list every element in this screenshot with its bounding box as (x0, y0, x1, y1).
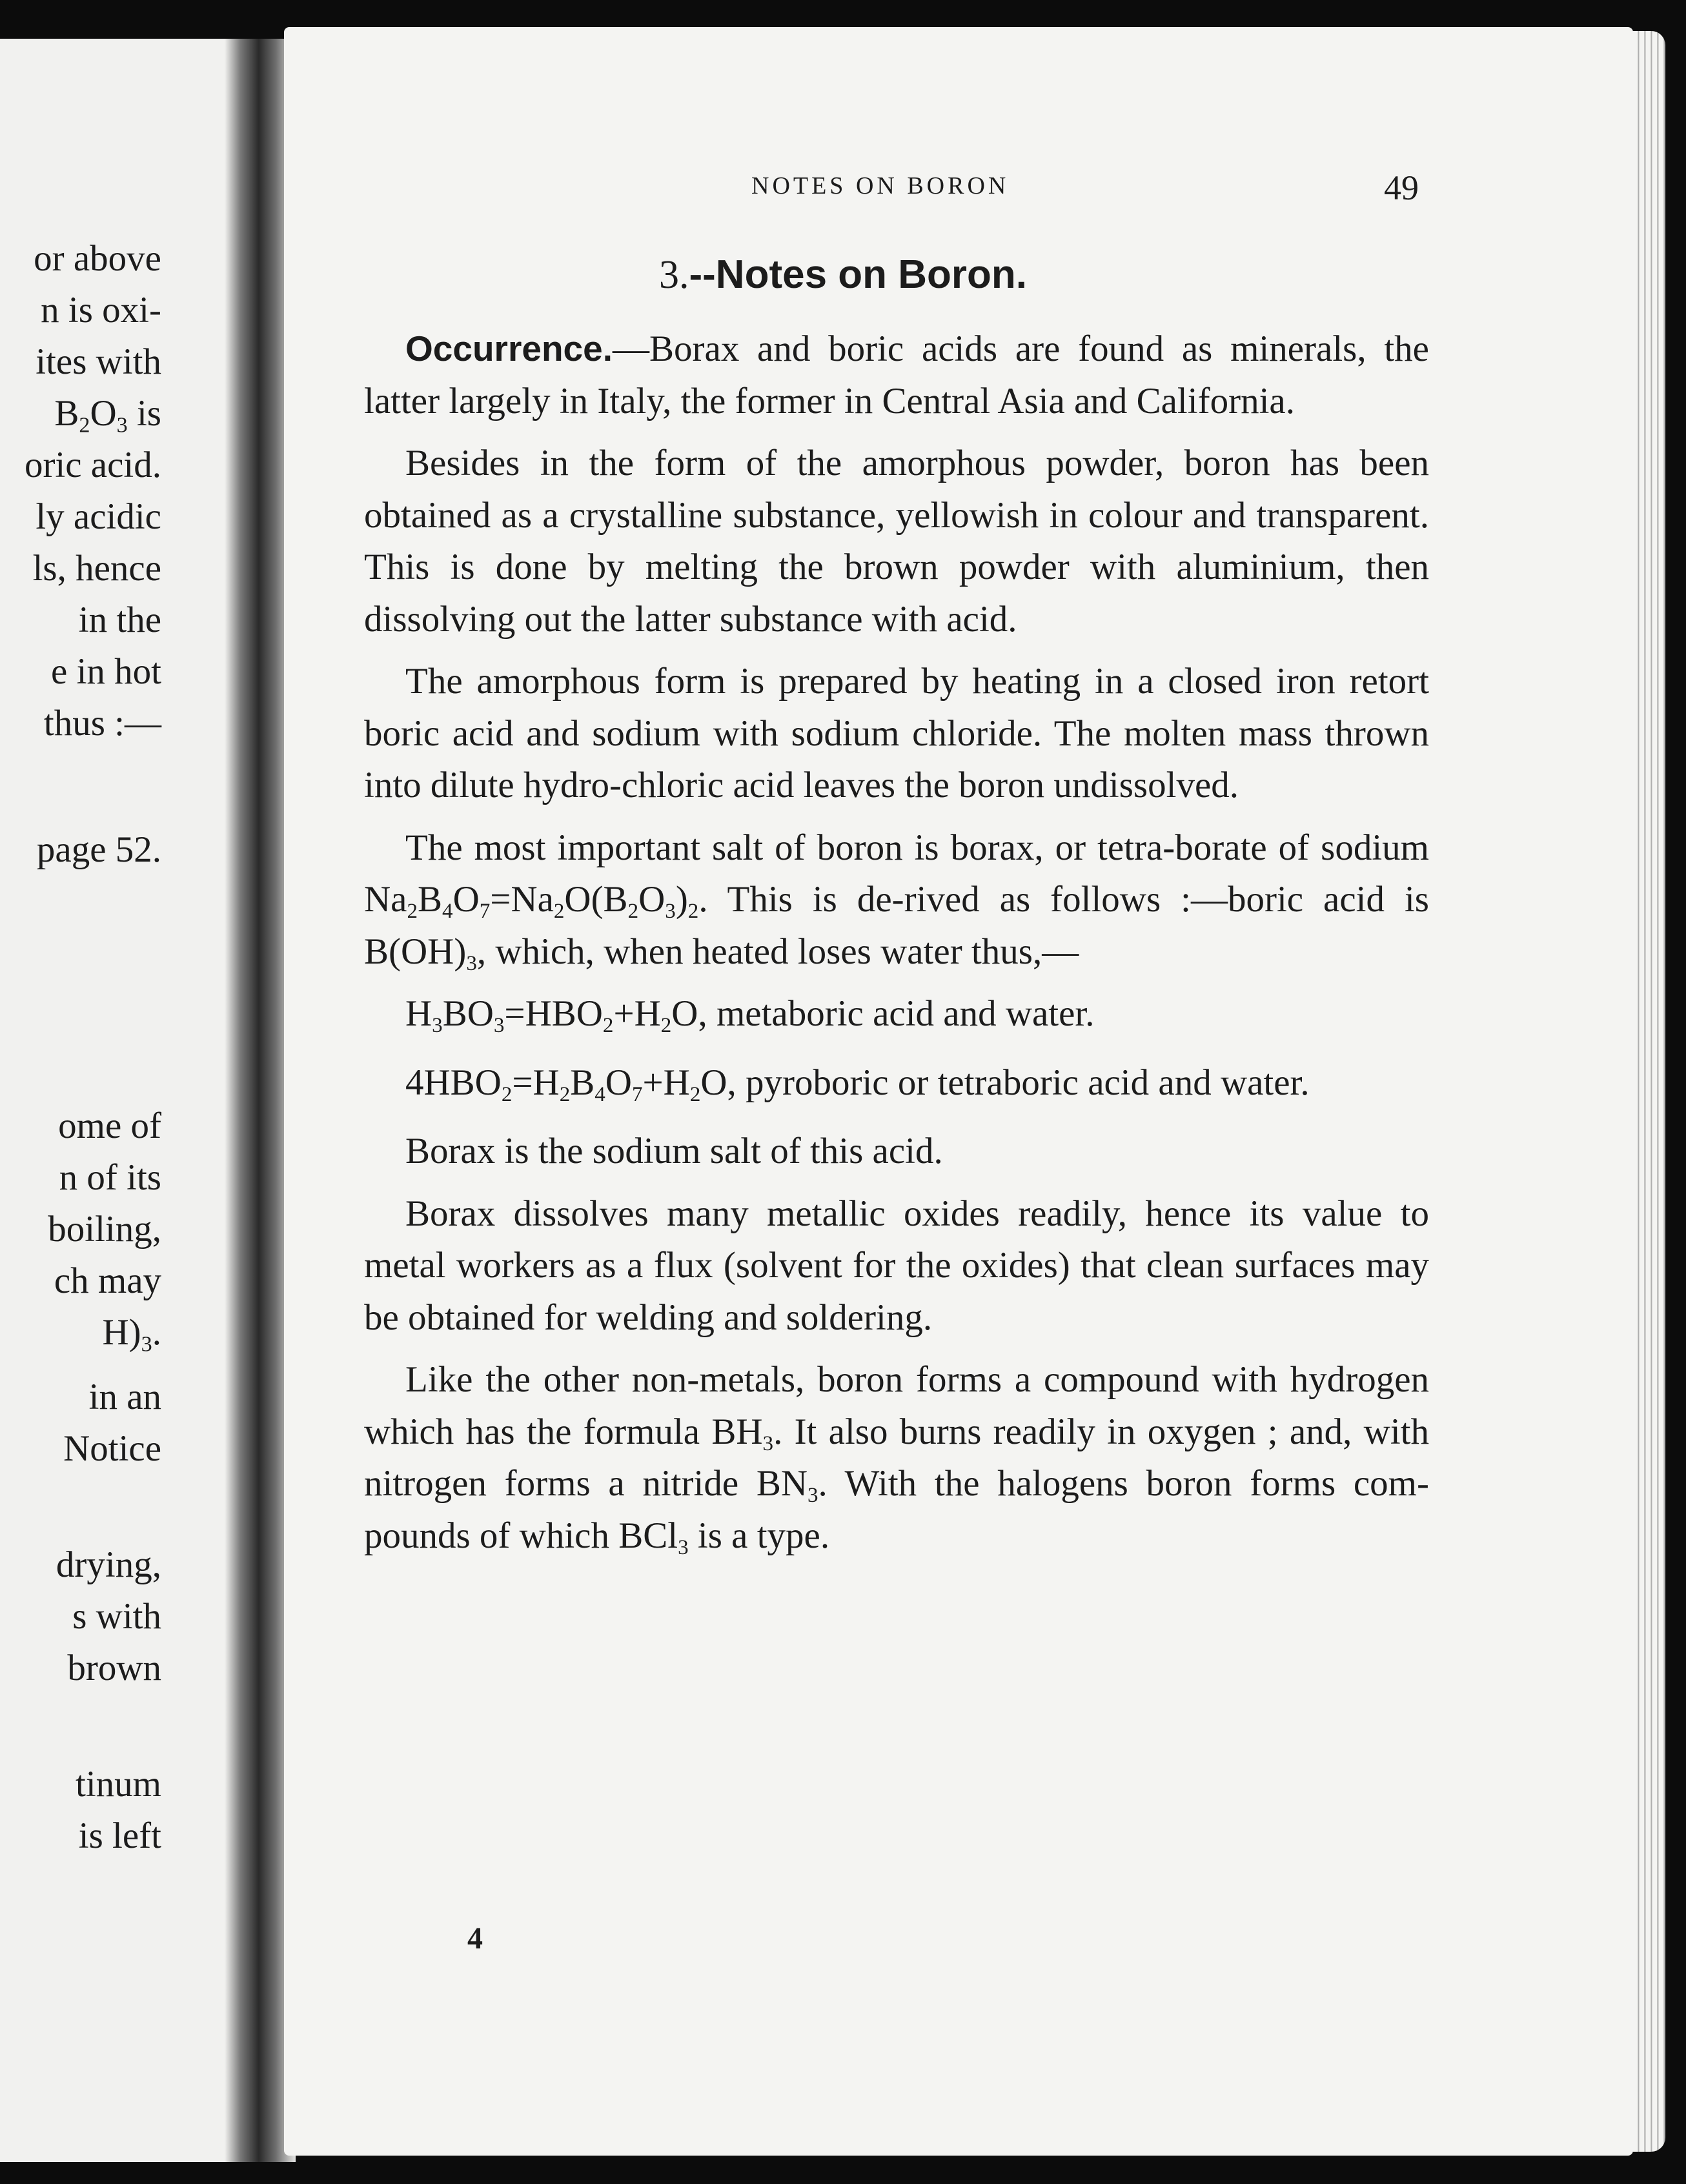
previous-page (0, 39, 240, 2162)
previous-page-line: tinum (75, 1764, 161, 1805)
section-number: 3. (659, 253, 689, 297)
previous-page-line: boiling, (48, 1209, 161, 1249)
previous-page-line: is left (78, 1815, 161, 1856)
previous-page-line: ly acidic (36, 496, 161, 537)
previous-page-line: ch may (54, 1260, 161, 1301)
equation-paragraph: $H_3BO_3=HBO_2+H_2O$, metaboric acid and water. (405, 993, 1095, 1037)
previous-page-line: n is oxi- (41, 290, 161, 330)
previous-page-line: brown (67, 1648, 161, 1688)
previous-page-line: n of its (59, 1157, 161, 1198)
previous-page-line: ites with (36, 341, 161, 382)
previous-page-line: $B_2O_3$ is (54, 393, 161, 438)
previous-page-line: in an (88, 1377, 161, 1417)
previous-page-line: thus :— (43, 703, 161, 743)
page-number: 49 (1384, 168, 1419, 207)
running-head: NOTES ON BORON (751, 172, 1010, 199)
previous-page-line: ls, hence (32, 548, 161, 589)
equation-paragraph: $4HBO_2=H_2B_4O_7+H_2O$, pyroboric or tetraboric acid and water. (405, 1062, 1310, 1106)
previous-page-line: $H)_3$. (102, 1312, 161, 1357)
body-text (364, 323, 1429, 1572)
previous-page-line: s with (72, 1596, 161, 1637)
previous-page-line: page 52. (36, 829, 161, 870)
paragraph: Like the other non-metals, boron forms a compound with hydrogen which has the formula $BH_3$. It also burns readily in oxygen ; and, with nitrogen forms a nitride $BN_3$. With the halogens boron forms com-pounds of which BCl$_3$ is a type. (364, 1359, 1429, 1559)
previous-page-line: in the (78, 600, 161, 640)
previous-page-line: drying, (56, 1544, 161, 1585)
previous-page-line: oric acid. (24, 445, 161, 485)
run-in-heading: Occurrence. (405, 329, 613, 369)
paragraph: Borax dissolves many metallic oxides readily, hence its value to metal workers as a flux (solvent for the oxides) that clean surfaces may be obtained for welding and soldering. (364, 1193, 1429, 1338)
paragraph: Occurrence.—Borax and boric acids are found as minerals, the latter largely in Italy, the former in Central Asia and California. (364, 329, 1429, 421)
section-title: --Notes on Boron. (689, 252, 1027, 297)
signature-mark: 4 (467, 1921, 483, 1956)
paragraph: The amorphous form is prepared by heating in a closed iron retort boric acid and sodium with sodium chloride. The molten mass thrown into dilute hydro-chloric acid leaves the boron undissolved. (364, 661, 1429, 805)
paragraph: The most important salt of boron is borax, or tetra-borate of sodium $Na_2B_4O_7=Na_2O(B_2O_3)_2$. This is de-rived as follows :—boric acid is $B(OH)_3$, which, when heated loses water thus,— (364, 827, 1429, 975)
section-heading (0, 252, 1686, 298)
paragraph: Borax is the sodium salt of this acid. (405, 1131, 943, 1171)
previous-page-line: e in hot (51, 651, 161, 692)
paragraph: Besides in the form of the amorphous powder, boron has been obtained as a crystalline substance, yellowish in colour and transparent. This is done by melting the brown powder with aluminium, then dissolving out the latter substance with acid. (364, 443, 1429, 640)
previous-page-line: Notice (63, 1428, 161, 1469)
previous-page-line: ome of (58, 1106, 161, 1146)
previous-page-line: or above (34, 238, 161, 279)
